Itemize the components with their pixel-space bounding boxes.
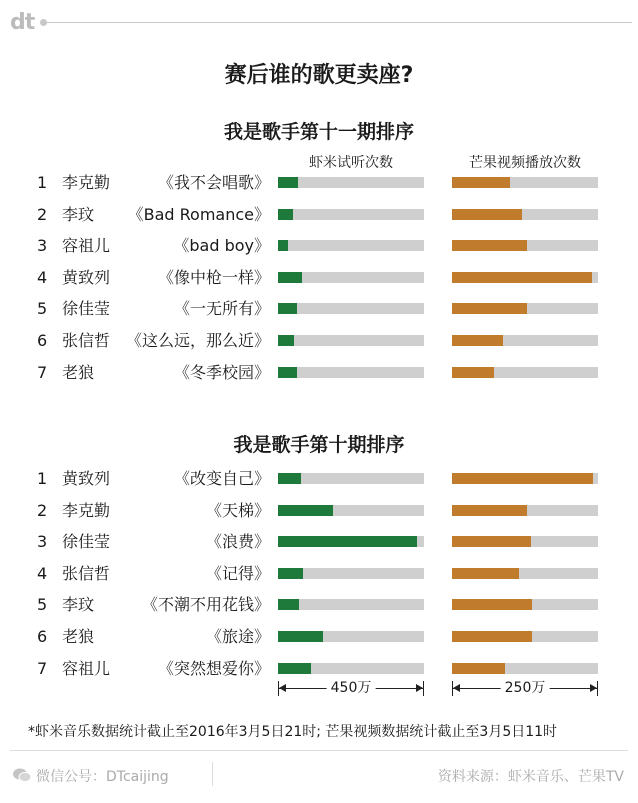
rank-number: 2 xyxy=(37,501,48,520)
xiami-bar xyxy=(278,303,297,314)
chart-row xyxy=(0,496,638,526)
xiami-bar-track xyxy=(278,568,424,579)
mango-bar xyxy=(452,272,592,283)
singer-name: 李克勤 xyxy=(62,501,111,520)
song-title: 《浪费》 xyxy=(205,532,270,551)
rank-number: 6 xyxy=(37,331,48,350)
song-title: 《一无所有》 xyxy=(173,299,270,318)
mango-bar-track xyxy=(452,568,598,579)
rank-number: 3 xyxy=(37,236,48,255)
song-title: 《不潮不用花钱》 xyxy=(141,595,270,614)
xiami-bar-track xyxy=(278,473,424,484)
xiami-bar-track xyxy=(278,335,424,346)
xiami-bar-track xyxy=(278,240,424,251)
section-title-episode-10: 我是歌手第十期排序 xyxy=(233,434,405,456)
xiami-column-header: 虾米试听次数 xyxy=(309,155,393,171)
xiami-bar-track xyxy=(278,663,424,674)
chart-row xyxy=(0,200,638,230)
data-source: 资料来源：虾米音乐、芒果TV xyxy=(437,769,624,785)
singer-name: 黄致列 xyxy=(62,469,111,488)
mango-scale-arrow-right xyxy=(590,684,597,692)
xiami-bar-track xyxy=(278,209,424,220)
mango-bar xyxy=(452,367,494,378)
rank-number: 3 xyxy=(37,532,48,551)
chart-row xyxy=(0,358,638,388)
chart-row xyxy=(0,231,638,261)
rank-number: 4 xyxy=(37,564,48,583)
dt-logo: dt xyxy=(10,10,35,35)
wechat-icon xyxy=(12,767,32,787)
mango-bar xyxy=(452,599,532,610)
song-title: 《天梯》 xyxy=(205,501,270,520)
xiami-bar xyxy=(278,536,417,547)
mango-bar xyxy=(452,505,527,516)
mango-bar-track xyxy=(452,631,598,642)
singer-name: 李克勤 xyxy=(62,173,111,192)
mango-bar-track xyxy=(452,177,598,188)
wechat-account xyxy=(12,766,169,787)
mango-bar-track xyxy=(452,536,598,547)
xiami-bar-track xyxy=(278,272,424,283)
xiami-scale-indicator xyxy=(278,679,424,699)
chart-row xyxy=(0,590,638,620)
chart-row xyxy=(0,527,638,557)
song-title: 《记得》 xyxy=(205,564,270,583)
singer-name: 容祖儿 xyxy=(62,659,111,678)
rank-number: 2 xyxy=(37,205,48,224)
mango-bar-track xyxy=(452,303,598,314)
chart-row xyxy=(0,622,638,652)
mango-bar xyxy=(452,663,505,674)
xiami-bar xyxy=(278,335,294,346)
xiami-bar xyxy=(278,177,298,188)
song-title: 《改变自己》 xyxy=(173,469,270,488)
page-title: 赛后谁的歌更卖座? xyxy=(224,63,414,88)
mango-scale-label: 250万 xyxy=(501,679,550,698)
chart-row xyxy=(0,559,638,589)
song-title: 《我不会唱歌》 xyxy=(157,173,270,192)
wechat-account-text: 微信公号：DTcaijing xyxy=(36,769,169,785)
song-title: 《冬季校园》 xyxy=(173,363,270,382)
mango-bar xyxy=(452,631,532,642)
xiami-bar xyxy=(278,209,293,220)
xiami-bar-track xyxy=(278,303,424,314)
rank-number: 4 xyxy=(37,268,48,287)
mango-bar xyxy=(452,240,527,251)
singer-name: 老狼 xyxy=(62,627,95,646)
mango-scale-indicator xyxy=(452,679,598,699)
xiami-bar-track xyxy=(278,367,424,378)
mango-bar xyxy=(452,209,522,220)
mango-bar xyxy=(452,335,503,346)
chart-row xyxy=(0,326,638,356)
mango-bar xyxy=(452,536,531,547)
song-title: 《这么远，那么近》 xyxy=(125,331,270,350)
rank-number: 6 xyxy=(37,627,48,646)
rank-number: 1 xyxy=(37,469,48,488)
xiami-bar xyxy=(278,240,288,251)
xiami-bar-track xyxy=(278,599,424,610)
xiami-bar xyxy=(278,568,303,579)
mango-scale-arrow-left xyxy=(453,684,460,692)
chart-row xyxy=(0,294,638,324)
song-title: 《旅途》 xyxy=(205,627,270,646)
mango-column-header: 芒果视频播放次数 xyxy=(469,155,581,171)
xiami-bar xyxy=(278,473,301,484)
mango-bar-track xyxy=(452,209,598,220)
xiami-bar-track xyxy=(278,536,424,547)
chart-row xyxy=(0,168,638,198)
xiami-scale-tick-right xyxy=(423,681,424,696)
mango-scale-tick-right xyxy=(597,681,598,696)
xiami-bar-track xyxy=(278,505,424,516)
xiami-scale-arrow-right xyxy=(416,684,423,692)
rank-number: 1 xyxy=(37,173,48,192)
mango-bar-track xyxy=(452,272,598,283)
mango-bar-track xyxy=(452,599,598,610)
chart-row xyxy=(0,263,638,293)
mango-bar xyxy=(452,473,593,484)
mango-bar-track xyxy=(452,505,598,516)
xiami-scale-arrow-left xyxy=(279,684,286,692)
footnote: *虾米音乐数据统计截止至2016年3月5日21时; 芒果视频数据统计截止至3月5日11时 xyxy=(28,724,558,740)
mango-bar-track xyxy=(452,367,598,378)
singer-name: 徐佳莹 xyxy=(62,532,111,551)
xiami-bar xyxy=(278,663,311,674)
song-title: 《Bad Romance》 xyxy=(127,205,270,224)
rank-number: 5 xyxy=(37,595,48,614)
singer-name: 张信哲 xyxy=(62,564,111,583)
xiami-bar xyxy=(278,599,299,610)
song-title: 《bad boy》 xyxy=(173,236,270,255)
mango-bar-track xyxy=(452,240,598,251)
mango-bar-track xyxy=(452,335,598,346)
bottom-divider xyxy=(10,750,628,751)
xiami-bar-track xyxy=(278,177,424,188)
singer-name: 李玟 xyxy=(62,205,95,224)
xiami-bar-track xyxy=(278,631,424,642)
chart-row xyxy=(0,464,638,494)
rank-number: 7 xyxy=(37,659,48,678)
song-title: 《突然想爱你》 xyxy=(157,659,270,678)
singer-name: 张信哲 xyxy=(62,331,111,350)
singer-name: 容祖儿 xyxy=(62,236,111,255)
mango-bar xyxy=(452,177,510,188)
xiami-bar xyxy=(278,272,302,283)
xiami-bar xyxy=(278,367,297,378)
mango-bar xyxy=(452,568,519,579)
footer-separator xyxy=(212,762,213,786)
mango-bar xyxy=(452,303,527,314)
rank-number: 7 xyxy=(37,363,48,382)
mango-bar-track xyxy=(452,473,598,484)
top-divider xyxy=(44,22,632,23)
rank-number: 5 xyxy=(37,299,48,318)
xiami-bar xyxy=(278,631,323,642)
xiami-scale-label: 450万 xyxy=(327,679,376,698)
singer-name: 黄致列 xyxy=(62,268,111,287)
mango-bar-track xyxy=(452,663,598,674)
xiami-bar xyxy=(278,505,333,516)
singer-name: 老狼 xyxy=(62,363,95,382)
song-title: 《像中枪一样》 xyxy=(157,268,270,287)
section-title-episode-11: 我是歌手第十一期排序 xyxy=(223,121,414,143)
singer-name: 徐佳莹 xyxy=(62,299,111,318)
singer-name: 李玟 xyxy=(62,595,95,614)
